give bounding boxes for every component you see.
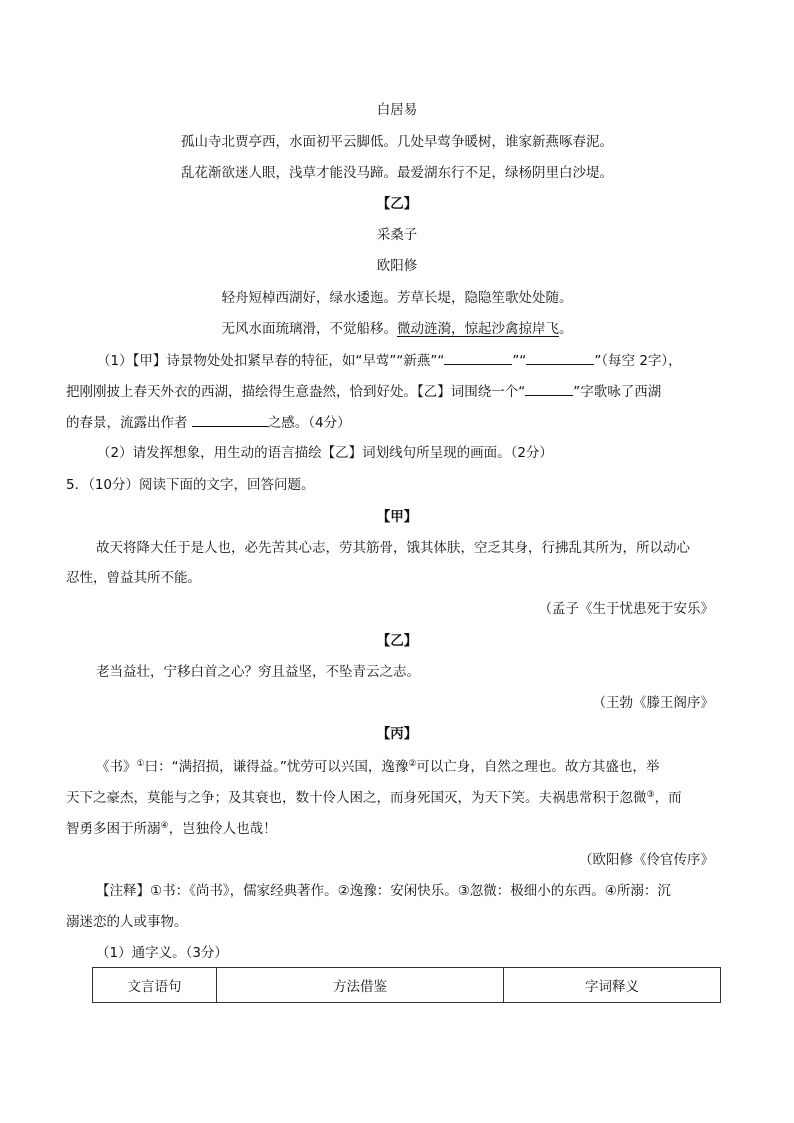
answer-blank-2[interactable] [526, 350, 594, 365]
answer-table-header-row [93, 968, 721, 1003]
poem-yi-author: 欧阳修 [376, 258, 418, 274]
q5-yi-label: 【乙】 [376, 633, 418, 649]
poem-jia-line-1: 孤山寺北贾亭西，水面初平云脚低。几处早莺争暖树，谁家新燕啄春泥。 [181, 134, 613, 150]
q5-bing-text-1a: 《书》 [96, 759, 137, 775]
table-header-meaning: 字词释义 [504, 968, 721, 1003]
q4-sub1-line2-text-a: 把刚刚披上春天外衣的西湖，描绘得生意盎然，恰到好处。【乙】词围绕一个“ [66, 384, 526, 400]
q4-sub1-line2-text-b: ”字歌咏了西湖 [573, 384, 662, 400]
q5-bing-source: （欧阳修《伶官传序》 [579, 852, 714, 868]
q5-jia-source: （孟子《生于忧患死于安乐》 [538, 601, 714, 617]
q5-notes-line-2: 溺迷恋的人或事物。 [66, 914, 188, 930]
q5-jia-label: 【甲】 [376, 509, 418, 525]
q4-sub1-text-a: （1）【甲】诗景物处处扣紧早春的特征，如“早莺”“新燕”“ [97, 353, 445, 369]
q5-header: 5．（10分）阅读下面的文字，回答问题。 [66, 477, 315, 493]
poem-yi-line-1: 轻舟短棹西湖好，绿水逶迤。芳草长堤，隐隐笙歌处处随。 [221, 290, 573, 306]
q4-sub1-text-b: ”“ [512, 353, 527, 369]
poem-yi-label: 【乙】 [376, 196, 418, 212]
q5-bing-line-2 [66, 788, 682, 808]
poem-yi-line-2-plain: 无风水面琉璃滑，不觉船移。 [221, 321, 397, 337]
poem-jia-author: 白居易 [376, 102, 418, 118]
q4-sub2: （2）请发挥想象，用生动的语言描绘【乙】词划线句所呈现的画面。（2分） [97, 445, 553, 461]
poem-yi-line-2-end: 。 [559, 321, 573, 337]
answer-blank-1[interactable] [444, 350, 512, 365]
q4-sub1-line-2 [66, 381, 661, 402]
q4-sub1-text-c: ”（每空 2字）， [594, 353, 682, 369]
answer-table [92, 967, 721, 1003]
answer-blank-4[interactable] [192, 412, 268, 427]
note-marker-4: ④ [160, 821, 169, 831]
q4-sub1-line-1 [97, 350, 682, 371]
q5-bing-text-1b: 曰：“满招损，谦得益。”忧劳可以兴国，逸豫 [144, 759, 409, 775]
q4-sub1-line3-text-b: 之感。（4分） [267, 415, 351, 431]
poem-yi-title: 采桑子 [376, 227, 418, 243]
q5-yi-source: （王勃《滕王阁序》 [592, 695, 714, 711]
q5-bing-text-2a: 天下之豪杰，莫能与之争；及其衰也，数十伶人困之，而身死国灭，为天下笑。夫祸患常积于忽微 [66, 790, 647, 806]
poem-yi-line-2 [0, 319, 794, 339]
q5-bing-text-1c: 可以亡身，自然之理也。故方其盛也，举 [416, 759, 660, 775]
note-marker-1: ① [136, 759, 145, 769]
q5-yi-text: 老当益壮，宁移白首之心？穷且益坚，不坠青云之志。 [96, 664, 420, 680]
table-header-sentence: 文言语句 [93, 968, 217, 1003]
note-marker-2: ② [408, 759, 417, 769]
q5-jia-line-1: 故天将降大任于是人也，必先苦其心志，劳其筋骨，饿其体肤，空乏其身，行拂乱其所为，所以动心 [96, 540, 690, 556]
q4-sub1-line-3 [66, 412, 351, 433]
q5-bing-text-3b: ，岂独伶人也哉！ [168, 821, 277, 837]
q5-bing-line-3 [66, 819, 277, 839]
q5-bing-text-3a: 智勇多困于所溺 [66, 821, 161, 837]
poem-yi-underlined-sentence: 微动涟漪，惊起沙禽掠岸飞 [397, 321, 559, 337]
q5-bing-text-2b: ，而 [654, 790, 682, 806]
q5-notes-line-1: 【注释】①书：《尚书》，儒家经典著作。②逸豫：安闲快乐。③忽微：极细小的东西。④所溺：沉 [96, 883, 671, 899]
q5-jia-line-2: 忍性，曾益其所不能。 [66, 570, 201, 586]
answer-blank-3[interactable] [525, 381, 573, 396]
note-marker-3: ③ [646, 790, 655, 800]
q5-bing-line-1 [96, 757, 659, 777]
q5-bing-label: 【丙】 [376, 726, 418, 742]
q5-sub1: （1）通字义。（3分） [96, 945, 228, 961]
poem-jia-line-2: 乱花渐欲迷人眼，浅草才能没马蹄。最爱湖东行不足，绿杨阴里白沙堤。 [181, 165, 613, 181]
q4-sub1-line3-text-a: 的春景，流露出作者 [66, 415, 192, 431]
table-header-method: 方法借鉴 [217, 968, 504, 1003]
